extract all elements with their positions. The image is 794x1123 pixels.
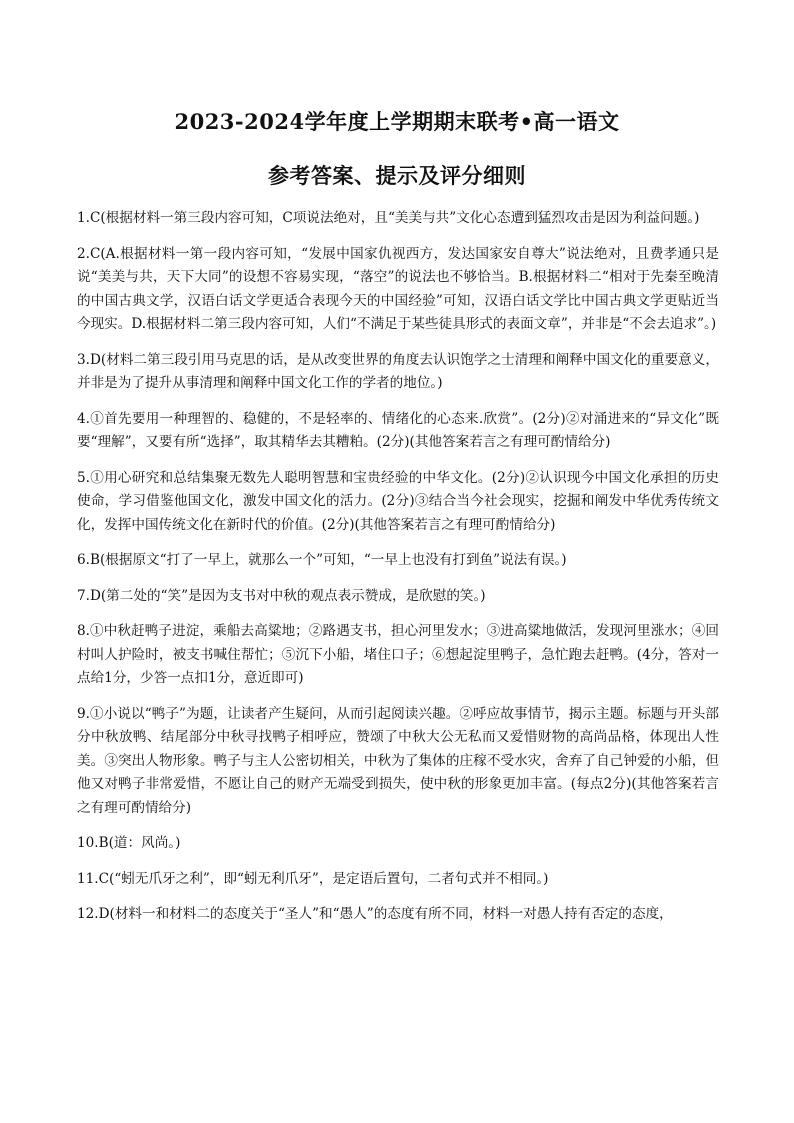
answer-item-11: 11.C(“蚓无爪牙之利”，即“蚓无利爪牙”，是定语后置句，二者句式并不相同。)	[77, 870, 549, 887]
answer-item-10: 10.B(道：风尚。)	[77, 835, 181, 851]
answer-item-6: 6.B(根据原文“打了一早上，就那么一个”可知，“一早上也没有打到鱼”说法有误。)	[77, 552, 567, 568]
document-title: 2023-2024学年度上学期期末联考•高一语文	[174, 109, 620, 134]
answer-list	[77, 207, 719, 939]
answer-item-5: 5.①用心研究和总结集聚无数先人聪明智慧和宝贵经验的中华文化。(2分)②认识现今中国文化承担的历史使命，学习借鉴他国文化，激发中国文化的活力。(2分)③结合当今社会现实，挖掘和阐发中华优秀传统文化，发挥中国传统文化在新时代的价值。(2分)(其他答案若言之有理可酌情给分)	[77, 469, 719, 533]
answer-item-8: 8.①中秋赶鸭子进淀，乘船去高粱地；②路遇支书，担心河里发水；③进高粱地做活，发现河里涨水；④回村叫人护险时，被支书喊住帮忙；⑤沉下小船，堵住口子；⑥想起淀里鸭子，急忙跑去赶鸭。(4分，答对一点给1分，少答一点扣1分，意近即可)	[77, 623, 719, 686]
answer-item-12: 12.D(材料一和材料二的态度关于“圣人”和“愚人”的态度有所不同，材料一对愚人持有否定的态度，	[77, 906, 673, 922]
document-subtitle: 参考答案、提示及评分细则	[268, 163, 526, 188]
answer-item-2: 2.C(A.根据材料一第一段内容可知，“发展中国家仇视西方，发达国家安自尊大”说法绝对，且费孝通只是说“美美与共，天下大同”的设想不容易实现，“落空”的说法也不够恰当。B.根据材料二“相对于先秦至晚清的中国古典文学，汉语白话文学更适合表现今天的中国经验”可知，汉语白话文学比中国古典文学更贴近当今现实。D.根据材料二第三段内容可知，人们“不满足于某些徒具形式的表面文章”，并非是“不会去追求”。)	[77, 245, 719, 332]
answer-item-9: 9.①小说以“鸭子”为题，让读者产生疑问，从而引起阅读兴趣。②呼应故事情节，揭示主题。标题与开头部分中秋放鸭、结尾部分中秋寻找鸭子相呼应，赞颂了中秋大公无私而又爱惜财物的高尚品格，体现出人性美。③突出人物形象。鸭子与主人公密切相关，中秋为了集体的庄稼不受水灾，舍弃了自己钟爱的小船，但他又对鸭子非常爱惜，不愿让自己的财产无端受到损失，使中秋的形象更加丰富。(每点2分)(其他答案若言之有理可酌情给分)	[77, 705, 719, 816]
answer-item-7: 7.D(第二处的“笑”是因为支书对中秋的观点表示赞成，是欣慰的笑。)	[77, 587, 486, 604]
answer-item-1: 1.C(根据材料一第三段内容可知，C项说法绝对，且“美美与共”文化心态遭到猛烈攻击是因为利益问题。)	[77, 210, 700, 226]
answer-item-3: 3.D(材料二第三段引用马克思的话，是从改变世界的角度去认识饱学之士清理和阐释中国文化的重要意义，并非是为了提升从事清理和阐释中国文化工作的学者的地位。)	[77, 351, 719, 391]
answer-item-4: 4.①首先要用一种理智的、稳健的，不是轻率的、情绪化的心态来.欣赏”。(2分)②对涌进来的“异文化”既要“理解”，又要有所“选择”，取其精华去其糟粕。(2分)(其他答案若言之有理可酌情给分)	[77, 410, 719, 450]
